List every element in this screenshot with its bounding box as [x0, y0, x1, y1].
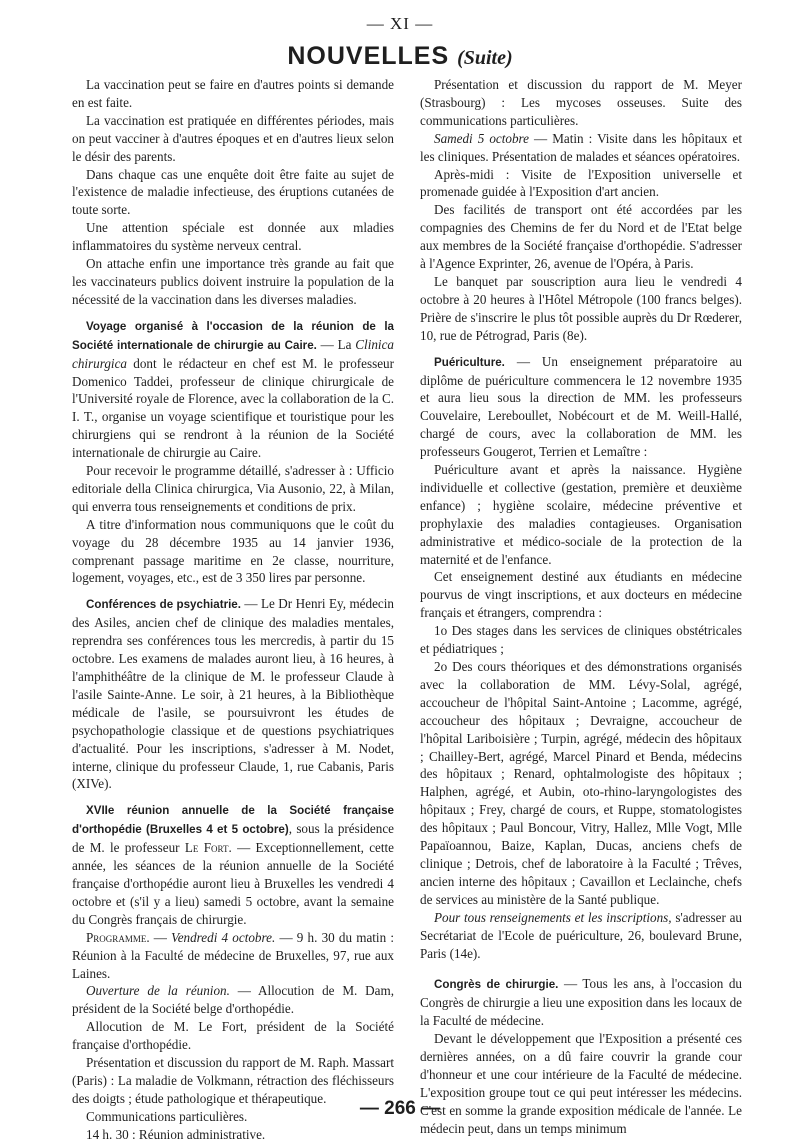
paragraph: Après-midi : Visite de l'Exposition universelle et promenade guidée à l'Exposition d'art ancien.	[420, 166, 742, 200]
person-name: Le Fort	[184, 840, 229, 856]
text-run: . — Exceptionnellement, cette année, les séances de la réunion annuelle de la Société française d'orthopédie auront lieu à Bruxelles les vendredi 4 octobre et (s'il y a lieu) samedi 5 octobre, avant la semaine du Congrès français de chirurgie.	[72, 840, 395, 927]
voyage-section	[72, 317, 394, 462]
paragraph: 1o Des stages dans les services de cliniques obstétricales et pédiatriques ;	[420, 623, 742, 657]
programme-label: Programme.	[86, 929, 150, 945]
text-run: — Matin : Visite dans les hôpitaux et les cliniques. Présentation de malades et séances opératoires.	[420, 130, 742, 164]
text-run: — Tous les ans, à l'occasion du Congrès de chirurgie a lieu une exposition dans les locaux de la Faculté de médecine.	[420, 976, 742, 1029]
paragraph: Présentation et discussion du rapport de M. Meyer (Strasbourg) : Les mycoses osseuses. Suite des communications particulières.	[420, 77, 742, 128]
text-run: — Le Dr Henri Ey, médecin des Asiles, ancien chef de clinique des maladies mentales, reprendra ses conférences tous les mercredis, à partir du 15 octobre. Les examens de malades auront lieu, à 16 heures, à l'amphithéâtre de la clinique de M. le professeur Claude à l'asile Sainte-Anne. Le soir, à 21 heures, à la Bibliothèque médicale de l'asile, se poursuivront les études de psychopathologie classique et de questions psychiatriques d'actualité. Pour les inscriptions, s'adresser à M. Nodet, interne, clinique du professeur Claude, 1, rue Cabanis, Paris (XIVe).	[72, 596, 394, 792]
samedi-label: Samedi 5 octobre	[434, 130, 529, 146]
text-run: — Un enseignement préparatoire au diplôme de puériculture commencera le 12 novembre 1935 et aura lieu sous la direction de MM. les professeurs Couvelaire, Lereboullet, Nobécourt et de M. Weill-Hallé, chargé de cours, avec la collaboration de MM. les professeurs Gougerot, Terrien et Lemaître :	[420, 353, 742, 460]
paragraph: Devant le développement que l'Exposition a présenté ces dernières années, on a dû faire couvrir la grande cour d'honneur et une cour intérieure de la Faculté de médecine. L'exposition groupe tout ce qui peut intéresser les médecins. C'est en somme la grande exposition médicale de l'année. Le médecin peut, dans un temps minimum	[420, 1031, 742, 1136]
paragraph: Cet enseignement destiné aux étudiants en médecine pourvus de vingt inscriptions, et aux docteurs en médecine français et étrangers, comprendra :	[420, 569, 742, 621]
text-run: dont le rédacteur en chef est M. le professeur Domenico Taddei, professeur de clinique chirurgicale de l'Université royale de Florence, avec la collaboration de la C. I. T., organise un voyage scientifique et touristique pour les chirurgiens qui se rendront à la réunion de la Société internationale de chirurgie au Caire.	[72, 355, 394, 461]
paragraph: Dans chaque cas une enquête doit être faite au sujet de l'existence de maladie infectieuse, des éruptions cutanées de toute sorte.	[72, 166, 394, 218]
programme-paragraph: Programme. — Vendredi 4 octobre. — 9 h. 30 du matin : Réunion à la Faculté de médecine de Bruxelles, 97, rue aux Laines.	[72, 929, 394, 981]
italic-lead: Pour tous renseignements et les inscriptions,	[434, 909, 672, 925]
text-run: s'adresser au Secrétariat de l'Ecole de puériculture, 26, boulevard Brune, Paris (14e).	[420, 909, 742, 961]
right-column	[420, 76, 742, 1138]
ouverture-label: Ouverture de la réunion.	[86, 983, 230, 999]
section-heading: Congrès de chirurgie.	[434, 978, 559, 992]
left-column	[72, 76, 394, 1144]
section-heading: XVIIe réunion annuelle de la Société française d'orthopédie (Bruxelles 4 et 5 octobre)	[72, 804, 394, 837]
journal-title: Clinica chirurgica	[72, 336, 394, 371]
orthopedics-section	[72, 801, 394, 928]
psychiatry-section	[72, 595, 394, 793]
paragraph: Une attention spéciale est donnée aux mladies inflammatoires du système nerveux central.	[72, 220, 394, 254]
text-run: — La	[316, 336, 356, 352]
paragraph: 2o Des cours théoriques et des démonstrations organisés avec la collaboration de MM. Lévy-Solal, agrégé, accoucheur de l'hôpital Saint-Antoine ; Lacomme, agrégé, accoucheur des hôpitaux ; Devraigne, accoucheur de l'hôpital Lariboisière ; Turpin, agrégé, médecin des hôpitaux ; Chailley-Bert, agrégé, Marcel Pinard et Benda, médecins des hôpitaux ; Renard, ophtalmologiste des hôpitaux ; Halphen, agrégé, et Aubin, oto-rhino-laryngologistes des hôpitaux ; Frey, chargé de cours, et Ruppe, stomatologistes des hôpitaux ; Paul Boncour, Vitry, Hallez, Mlle Vogt, Mlle Papaïoannou, Baize, Kaplan, Ducas, anciens chefs de clinique ; Detrois, chef de laboratoire à la Faculté ; Trêves, ancien interne des hôpitaux ; Cavaillon et Leclainche, chefs de services au ministère de la Santé publique.	[420, 659, 742, 907]
paragraph: Pour recevoir le programme détaillé, s'adresser à : Ufficio editoriale della Clinica chirurgica, Via Ausonio, 22, à Milan, qui enverra tous renseignements et conditions de prix.	[72, 463, 394, 514]
paragraph: Allocution de M. Le Fort, président de la Société française d'orthopédie.	[72, 1019, 394, 1053]
programme-day: Vendredi 4 octobre.	[171, 929, 276, 945]
text-run: , sous la présidence de M. le professeur	[72, 821, 394, 856]
section-heading: Voyage organisé à l'occasion de la réunion de la Société internationale de chirurgie au Caire.	[72, 319, 394, 352]
text-run: — Allocution de M. Dam, président de la Société belge d'orthopédie.	[72, 983, 395, 1017]
section-heading: Conférences de psychiatrie.	[86, 598, 241, 612]
section-heading: Puériculture.	[434, 355, 505, 369]
congres-section	[420, 975, 742, 1030]
paragraph: La vaccination est pratiquée en différentes périodes, mais on peut vacciner à d'autres époques et en d'autres lieux selon le désir des parents.	[72, 112, 394, 164]
paragraph: Le banquet par souscription aura lieu le vendredi 4 octobre à 20 heures à l'Hôtel Métropole (100 francs belges). Prière de s'inscrire le plus tôt possible auprès du Dr Rœderer, 10, rue de Pétrograd, Paris (8e).	[420, 273, 742, 343]
paragraph	[420, 130, 742, 166]
section-marker: — XI —	[366, 14, 434, 33]
paragraph: Communications particulières.	[86, 1108, 248, 1124]
page-number: — 266 —	[359, 1098, 441, 1119]
puericulture-section	[420, 353, 742, 461]
paragraph	[72, 982, 394, 1018]
paragraph: A titre d'information nous communiquons que le coût du voyage du 28 décembre 1935 au 14 janvier 1936, comprenant passage maritime en 2e classe, nourriture, logement, voyages, etc., est de 3 350 lires par personne.	[72, 516, 394, 586]
paragraph: On attache enfin une importance très grande au fait que les vaccinateurs publics doivent instruire la population de la nécessité de la vaccination dans les diverses maladies.	[72, 256, 394, 307]
paragraph: Présentation et discussion du rapport de M. Raph. Massart (Paris) : La maladie de Volkmann, rétraction des fléchisseurs des doigts ; étude pathologique et thérapeutique.	[72, 1055, 394, 1106]
page-title	[0, 42, 800, 71]
paragraph: Puériculture avant et après la naissance. Hygiène individuelle et collective (gestation, première et deuxième enfance) ; hygiène scolaire, médecine préventive et prophylaxie des maladies contagieuses. Organisation administrative et médico-sociale de la protection de la maternité et de l'enfance.	[420, 462, 742, 567]
text-run: — 9 h. 30 du matin : Réunion à la Faculté de médecine de Bruxelles, 97, rue aux Laines.	[72, 929, 394, 981]
paragraph	[420, 909, 742, 963]
paragraph: La vaccination peut se faire en d'autres points si demande en est faite.	[72, 77, 394, 110]
paragraph: Des facilités de transport ont été accordées par les compagnies des Chemins de fer du Nord et de l'Etat belge aux membres de la Société française d'orthopédie. S'adresser à l'Agence Exprinter, 26, avenue de l'Opéra, à Paris.	[420, 202, 742, 272]
paragraph: 14 h. 30 : Réunion administrative.	[86, 1126, 266, 1142]
title-suffix: (Suite)	[457, 47, 513, 69]
title-text: NOUVELLES	[287, 42, 450, 70]
